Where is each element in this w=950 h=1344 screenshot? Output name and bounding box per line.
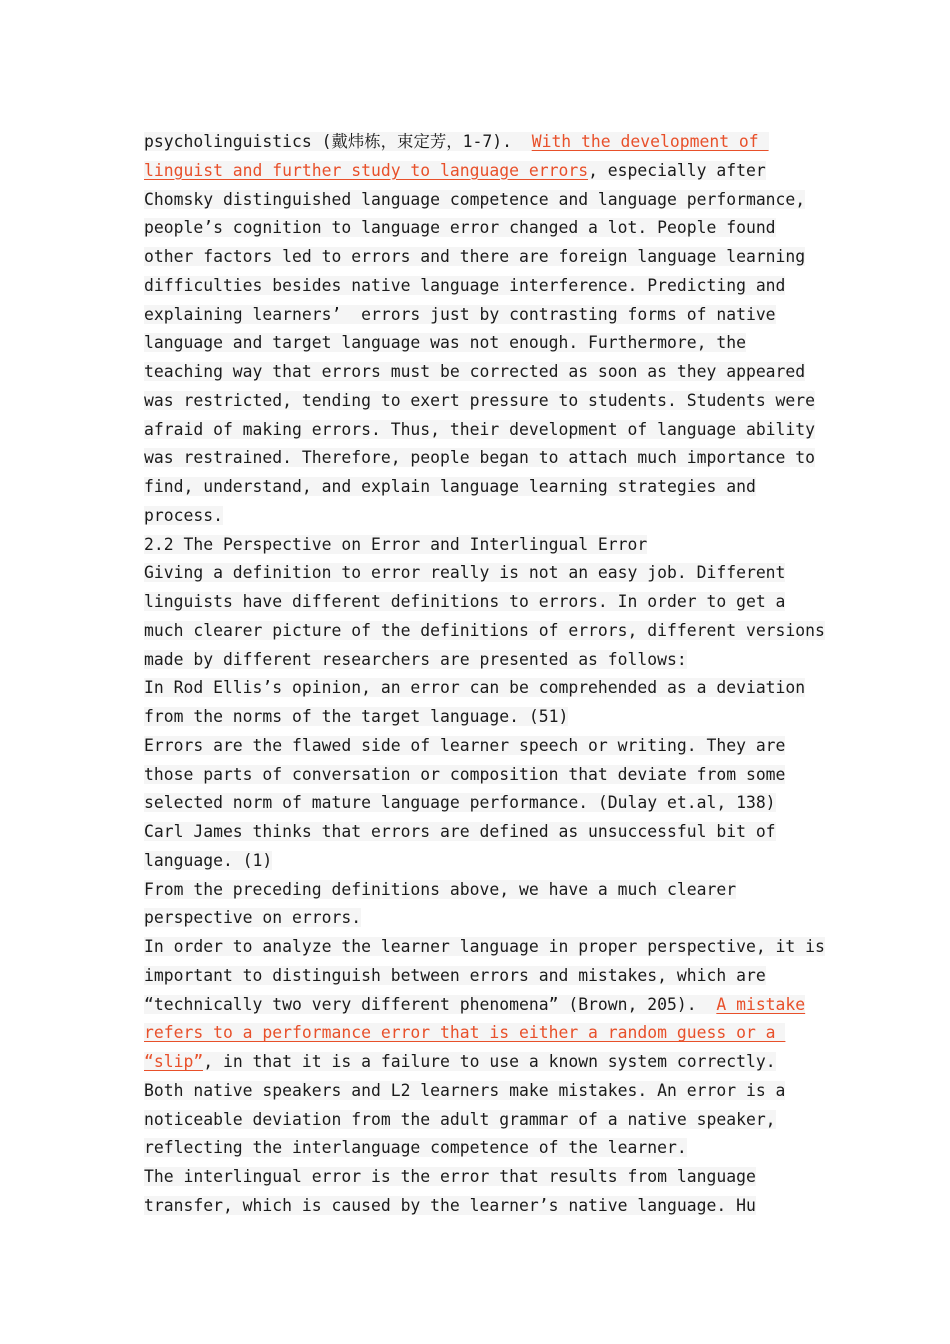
text-line (144, 991, 824, 1020)
line-content (144, 822, 776, 841)
text-line (144, 531, 824, 560)
line-content (144, 880, 736, 899)
text-line (144, 473, 824, 502)
text-line (144, 818, 824, 847)
text-line (144, 1192, 824, 1221)
line-content (144, 563, 785, 582)
highlighted-text: refers to a performance error that is either a random guess or a (144, 1023, 786, 1043)
line-content (144, 333, 746, 352)
line-content (144, 1138, 687, 1157)
line-content (144, 1196, 756, 1215)
text-line (144, 1019, 824, 1048)
highlighted-text: linguist and further study to language errors (144, 160, 589, 180)
line-content (144, 1023, 785, 1042)
text-segment: Giving a definition to error really is not an easy job. Different (144, 563, 786, 583)
line-content (144, 190, 805, 209)
text-line (144, 761, 824, 790)
text-line (144, 157, 824, 186)
text-line (144, 1077, 824, 1106)
line-content (144, 765, 785, 784)
line-content (144, 908, 361, 927)
text-segment: process. (144, 505, 223, 525)
text-segment: , especially after (588, 160, 766, 180)
line-content (144, 420, 815, 439)
line-content (144, 1167, 756, 1186)
text-segment: linguists have different definitions to errors. In order to get a (144, 592, 786, 611)
text-segment: In Rod Ellis’s opinion, an error can be comprehended as a deviation (144, 678, 806, 698)
text-segment: language and target language was not enough. Furthermore, the (144, 333, 746, 353)
text-segment: The interlingual error is the error that results from language (144, 1167, 756, 1186)
text-segment: difficulties besides native language interference. Predicting and (144, 275, 786, 295)
text-segment: transfer, which is caused by the learner’s native language. Hu (144, 1195, 756, 1215)
text-segment: noticeable deviation from the adult grammar of a native speaker, (144, 1109, 776, 1129)
text-segment: explaining learners’ errors just by contrasting forms of native (144, 304, 776, 324)
line-content (144, 506, 223, 525)
text-segment: afraid of making errors. Thus, their development of language ability (144, 419, 816, 439)
text-segment: was restrained. Therefore, people began to attach much importance to (144, 448, 816, 468)
line-content (144, 851, 272, 870)
text-line (144, 444, 824, 473)
text-line (144, 1163, 824, 1192)
text-segment: important to distinguish between errors and mistakes, which are (144, 965, 766, 985)
text-segment: “technically two very different phenomena” (Brown, 205). (144, 994, 717, 1014)
line-content (144, 218, 776, 237)
highlighted-text: A mistake (716, 994, 806, 1014)
text-segment: teaching way that errors must be corrected as soon as they appeared (144, 362, 806, 381)
line-content (144, 477, 756, 496)
text-segment: from the norms of the target language. (51) (144, 707, 569, 726)
text-line (144, 559, 824, 588)
text-line (144, 732, 824, 761)
text-segment: From the preceding definitions above, we have a much clearer (144, 879, 737, 899)
text-segment: Carl James thinks that errors are defined as unsuccessful bit of (144, 822, 776, 841)
text-line (144, 416, 824, 445)
text-segment: other factors led to errors and there are foreign language learning (144, 247, 806, 266)
text-segment: , in that it is a failure to use a known system correctly. (203, 1052, 776, 1071)
line-content (144, 362, 805, 381)
text-segment: people’s cognition to language error changed a lot. People found (144, 218, 776, 238)
line-content (144, 1081, 785, 1100)
text-segment: perspective on errors. (144, 908, 362, 928)
text-segment: much clearer picture of the definitions of errors, different versions (144, 620, 825, 640)
text-line (144, 214, 824, 243)
text-segment: selected norm of mature language performance. (Dulay et.al, 138) (144, 793, 776, 813)
text-line (144, 588, 824, 617)
text-line (144, 933, 824, 962)
line-content (144, 995, 805, 1014)
text-line (144, 1106, 824, 1135)
text-line (144, 128, 824, 157)
line-content (144, 161, 766, 180)
text-line (144, 789, 824, 818)
text-line (144, 243, 824, 272)
text-segment: find, understand, and explain language learning strategies and (144, 477, 756, 496)
text-segment: Errors are the flawed side of learner speech or writing. They are (144, 735, 786, 755)
text-line (144, 358, 824, 387)
text-line (144, 703, 824, 732)
text-line (144, 646, 824, 675)
line-content (144, 535, 647, 554)
text-line (144, 186, 824, 215)
line-content (144, 937, 825, 956)
text-segment: 2.2 The Perspective on Error and Interlingual Error (144, 534, 648, 554)
line-content (144, 621, 825, 640)
text-segment: was restricted, tending to exert pressure to students. Students were (144, 390, 816, 410)
text-segment: Chomsky distinguished language competence and language performance, (144, 189, 806, 209)
line-content (144, 132, 769, 151)
line-content (144, 391, 815, 410)
line-content (144, 793, 776, 812)
line-content (144, 1110, 776, 1129)
line-content (144, 592, 785, 611)
text-segment: made by different researchers are presented as follows: (144, 649, 687, 669)
line-content (144, 736, 785, 755)
text-line (144, 617, 824, 646)
line-content (144, 966, 766, 985)
text-line (144, 674, 824, 703)
text-line (144, 387, 824, 416)
text-line (144, 1134, 824, 1163)
document-body (144, 128, 824, 1221)
line-content (144, 247, 805, 266)
text-line (144, 1048, 824, 1077)
line-content (144, 678, 805, 697)
highlighted-text: “slip” (144, 1052, 204, 1071)
line-content (144, 305, 776, 324)
line-content (144, 1052, 776, 1071)
highlighted-text: With the development of (531, 132, 769, 151)
text-line (144, 502, 824, 531)
text-line (144, 962, 824, 991)
text-segment: Both native speakers and L2 learners make mistakes. An error is a (144, 1080, 786, 1100)
text-line (144, 847, 824, 876)
text-segment: those parts of conversation or composition that deviate from some (144, 764, 786, 784)
text-line (144, 904, 824, 933)
text-line (144, 301, 824, 330)
text-line (144, 329, 824, 358)
text-segment: reflecting the interlanguage competence of the learner. (144, 1138, 687, 1158)
text-line (144, 272, 824, 301)
line-content (144, 707, 568, 726)
text-line (144, 876, 824, 905)
text-segment: In order to analyze the learner language in proper perspective, it is (144, 937, 825, 956)
line-content (144, 448, 815, 467)
text-segment: language. (1) (144, 850, 273, 870)
line-content (144, 650, 687, 669)
line-content (144, 276, 785, 295)
text-segment: psycholinguistics (戴炜栋，束定芳，1-7). (144, 132, 532, 151)
